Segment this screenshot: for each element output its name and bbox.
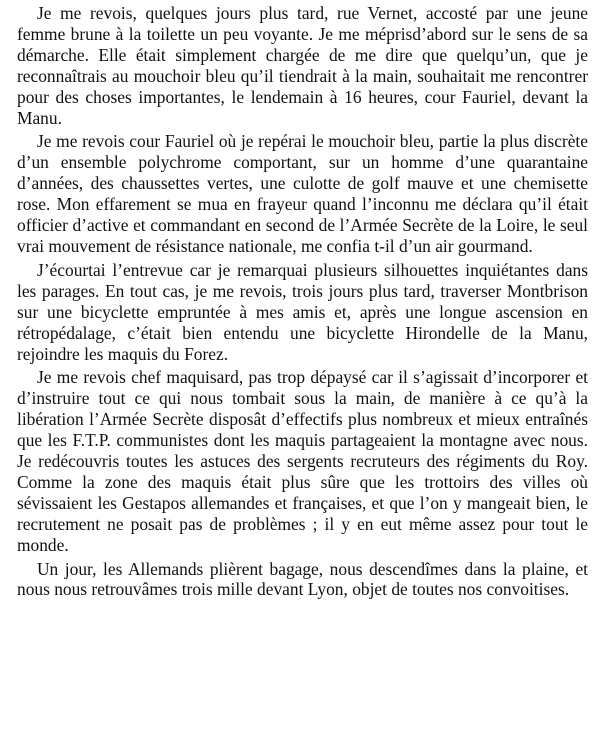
- document-page: [17, 3, 588, 603]
- paragraph-chef-maquisard: Je me revois chef maquisard, pas trop dépaysé car il s’agissait d’incorporer et d’instruire tout ce qui nous tombait sous la main, de manière à ce qu’à la libération l’Armée Secrète disposât d’effectifs plus nombreux et mieux entraînés que les F.T.P. communistes dont les maquis partageaient la montagne avec nous. Je redécouvris toutes les astuces des sergents recruteurs des régiments du Roy. Comme la zone des maquis était plus sûre que les trottoirs des villes où sévissaient les Gestapos allemandes et françaises, et que l’on y mangeait bien, le recrutement ne posait pas de problèmes ; il y en eut même assez pour tout le monde.: [17, 367, 588, 555]
- paragraph-rue-vernet: Je me revois, quelques jours plus tard, rue Vernet, accosté par une jeune femme brune à la toilette un peu voyante. Je me méprisd’abord sur le sens de sa démarche. Elle était simplement chargée de me dire que quelqu’un, que je reconnaîtrais au mouchoir bleu qu’il tiendrait à la main, souhaitait me rencontrer pour des choses importantes, le lendemain à 16 heures, cour Fauriel, devant la Manu.: [17, 3, 588, 128]
- paragraph-cour-fauriel: Je me revois cour Fauriel où je repérai le mouchoir bleu, partie la plus discrète d’un ensemble polychrome comportant, sur un homme d’une quarantaine d’années, des chaussettes vertes, une culotte de golf mauve et une chemisette rose. Mon effarement se mua en frayeur quand l’inconnu me déclara qu’il était officier d’active et commandant en second de l’Armée Secrète de la Loire, le seul vrai mouvement de résistance nationale, me confia t-il d’un air gourmand.: [17, 131, 588, 256]
- paragraph-montbrison: J’écourtai l’entrevue car je remarquai plusieurs silhouettes inquiétantes dans les parages. En tout cas, je me revois, trois jours plus tard, traverser Montbrison sur une bicyclette empruntée à mes amis et, après une longue ascension en rétropédalage, c’était bien entendu une bicyclette Hirondelle de la Manu, rejoindre les maquis du Forez.: [17, 259, 588, 364]
- paragraph-lyon: Un jour, les Allemands plièrent bagage, nous descendîmes dans la plaine, et nous nous retrouvâmes trois mille devant Lyon, objet de toutes nos convoitises.: [17, 558, 588, 600]
